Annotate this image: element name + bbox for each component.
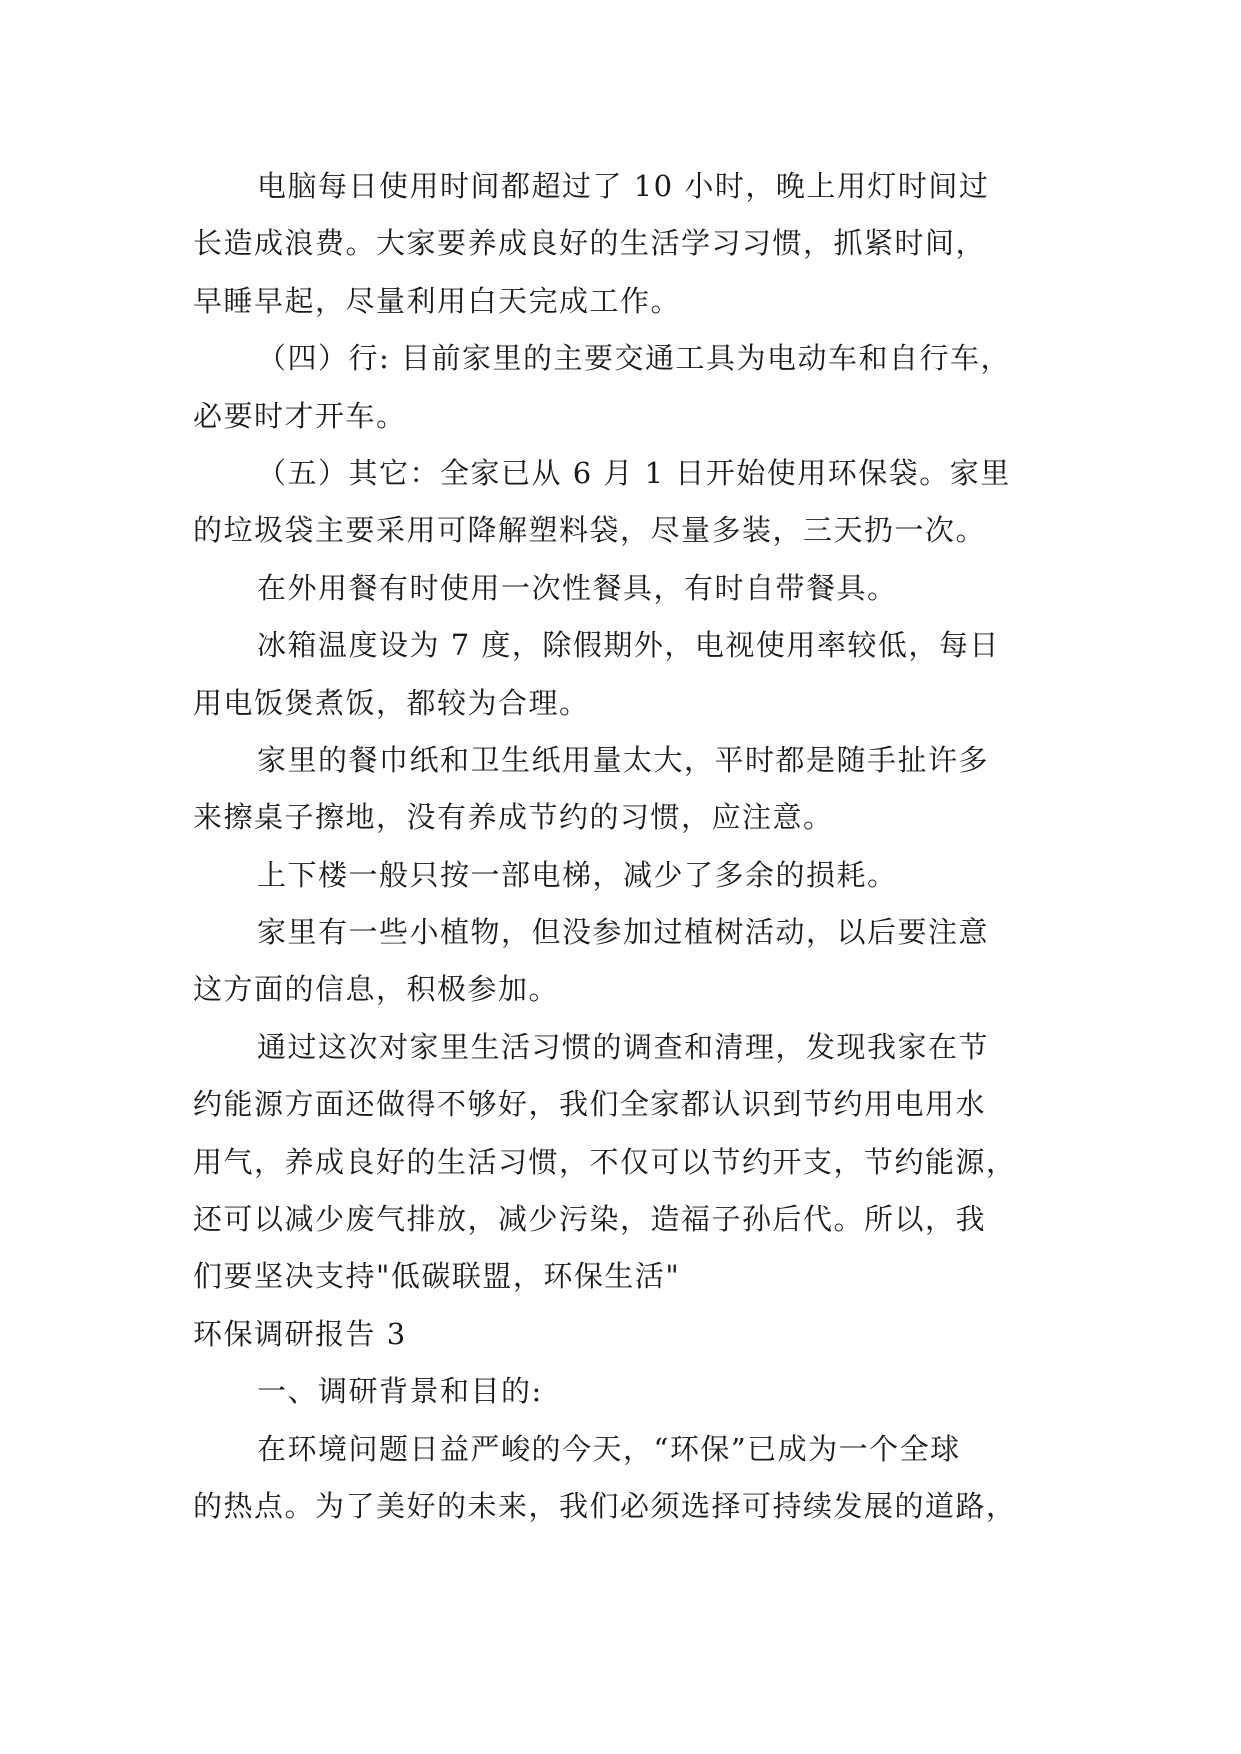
paragraph-line: 上下楼一般只按一部电梯，减少了多余的损耗。 xyxy=(257,857,898,892)
paragraph-line: 约能源方面还做得不够好，我们全家都认识到节约用电用水 xyxy=(193,1087,987,1122)
paragraph-line: 还可以减少废气排放，减少污染，造福子孙后代。所以，我 xyxy=(193,1202,987,1237)
paragraph-line: （五）其它：全家已从 6 月 1 日开始使用环保袋。家里 xyxy=(257,455,1011,490)
paragraph-line: 们要坚决支持"低碳联盟，环保生活" xyxy=(193,1259,681,1294)
paragraph-line: 这方面的信息，积极参加。 xyxy=(193,972,560,1007)
section-heading: 环保调研报告 3 xyxy=(193,1316,407,1351)
paragraph-line: 来擦桌子擦地，没有养成节约的习惯，应注意。 xyxy=(193,800,834,835)
paragraph-line: 在外用餐有时使用一次性餐具，有时自带餐具。 xyxy=(257,570,898,605)
paragraph-line: 通过这次对家里生活习惯的调查和清理，发现我家在节 xyxy=(257,1029,990,1064)
paragraph-line: 在环境问题日益严峻的今天，“环保”已成为一个全球 xyxy=(257,1431,961,1466)
paragraph-line: 家里的餐巾纸和卫生纸用量太大，平时都是随手扯许多 xyxy=(257,742,990,777)
paragraph-line: 用电饭煲煮饭，都较为合理。 xyxy=(193,685,590,720)
subsection-heading: 一、调研背景和目的: xyxy=(257,1374,543,1409)
paragraph-line: 用气，养成良好的生活习惯，不仅可以节约开支，节约能源， xyxy=(193,1144,1017,1179)
paragraph-line: 冰箱温度设为 7 度，除假期外，电视使用率较低，每日 xyxy=(257,628,1000,663)
paragraph-line: 电脑每日使用时间都超过了 10 小时，晚上用灯时间过 xyxy=(257,169,990,203)
paragraph-line: 必要时才开车。 xyxy=(193,398,407,433)
paragraph-line: 家里有一些小植物，但没参加过植树活动，以后要注意 xyxy=(257,915,990,950)
document-body xyxy=(193,158,1063,1535)
paragraph-line: 早睡早起，尽量利用白天完成工作。 xyxy=(193,283,682,318)
paragraph-line: 长造成浪费。大家要养成良好的生活学习习惯，抓紧时间， xyxy=(193,226,987,261)
paragraph-line: （四）行: 目前家里的主要交通工具为电动车和自行车， xyxy=(257,341,1011,376)
paragraph-line: 的垃圾袋主要采用可降解塑料袋，尽量多装，三天扔一次。 xyxy=(193,513,987,548)
paragraph-line: 的热点。为了美好的未来，我们必须选择可持续发展的道路， xyxy=(193,1488,1017,1523)
